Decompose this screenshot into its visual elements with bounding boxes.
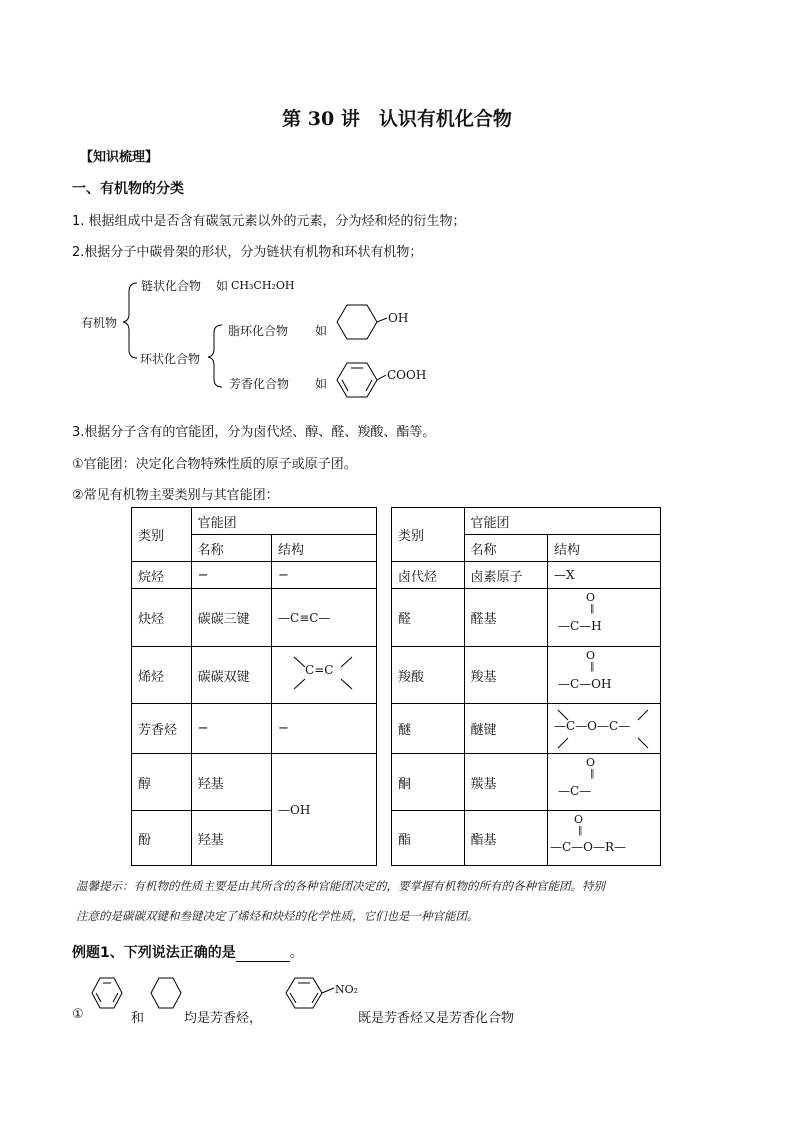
page-title: 第 30 讲 认识有机化合物 [282,108,512,130]
class-cell: 醇 [132,754,192,811]
aromatic-group: COOH [387,368,427,382]
name-cell: 羰基 [464,754,547,811]
class-cell: 炔烃 [132,589,192,647]
functional-group-table-right [391,507,661,866]
example-tail: 既是芳香烃又是芳香化合物 [358,1011,515,1026]
paragraph-5: ②常见有机物主要类别与其官能团： [72,488,279,503]
class-cell: 烷烃 [132,562,192,589]
ether-struct: —C—O—C— [554,719,631,733]
name-cell: 醛基 [464,589,547,647]
name-cell: 羟基 [191,811,271,866]
struct-cell: − [272,704,377,754]
struct-cell: —X [548,562,661,589]
class-cell: 酚 [132,811,192,866]
struct-cell-alkene [272,647,377,704]
aromatic-prefix: 如 [315,377,328,391]
struct-cell: —C≡C— [272,589,377,647]
class-cell: 醚 [392,704,465,754]
struct-text: —C— [558,784,592,798]
aromatic-claim: 均是芳香烃， [184,1011,263,1026]
paragraph-3: 3.根据分子含有的官能团，分为卤代烃、醇、醛、羧酸、酯等。 [72,425,436,440]
example-end: 。 [289,945,304,961]
alicyclic-prefix: 如 [315,324,328,338]
oxygen-label: O [574,813,584,826]
alicyclic-label: 脂环化合物 [228,324,289,338]
example-label: 例题1、下列说法正确的是 [72,945,236,961]
class-cell: 酮 [392,754,465,811]
header-class: 类别 [392,508,465,562]
paragraph-4: ①官能团：决定化合物特殊性质的原子或原子团。 [72,457,357,472]
struct-cell-carboxyl [548,647,661,704]
struct-cell-aldehyde [548,589,661,647]
section-tag: 【知识梳理】 [80,150,159,165]
header-group: 官能团 [464,508,660,535]
class-cell: 羧酸 [392,647,465,704]
class-cell: 卤代烃 [392,562,465,589]
class-cell: 烯烃 [132,647,192,704]
example-question [72,942,304,962]
tree-braces [0,0,794,420]
double-bond-mark: ‖ [590,769,595,779]
example-structures [0,960,794,1040]
struct-cell-carbonyl [548,754,661,811]
name-cell: − [191,704,271,754]
name-cell: 卤素原子 [464,562,547,589]
ring-label: 环状化合物 [140,352,201,366]
double-bond-mark: ‖ [590,662,595,672]
alicyclic-group: OH [388,311,409,325]
name-cell: − [191,562,271,589]
oxygen-label: O [586,649,596,662]
name-cell: 酯基 [464,811,547,866]
struct-cell: —OH [272,754,377,866]
class-cell: 酯 [392,811,465,866]
oxygen-label: O [586,591,596,604]
chain-label: 链状化合物 [141,279,202,293]
header-group: 官能团 [191,508,376,535]
name-cell: 醚键 [464,704,547,754]
name-cell: 碳碳双键 [191,647,271,704]
header-class: 类别 [132,508,192,562]
functional-group-table-left [131,507,377,866]
item-number: ① [72,1007,84,1022]
name-cell: 碳碳三键 [191,589,271,647]
header-name: 名称 [464,535,547,562]
name-cell: 羟基 [191,754,271,811]
chain-example-formula: CH₃CH₂OH [231,279,295,292]
name-cell: 羧基 [464,647,547,704]
nitro-group: NO₂ [335,983,359,996]
tip-line-2: 注意的是碳碳双键和叁键决定了烯烃和炔烃的化学性质，它们也是一种官能团。 [76,909,479,923]
header-name: 名称 [191,535,271,562]
struct-text: —C—OH [558,677,612,691]
class-cell: 醛 [392,589,465,647]
tree-root: 有机物 [81,316,118,330]
section-heading: 一、有机物的分类 [72,181,184,197]
paragraph-1: 1. 根据组成中是否含有碳氢元素以外的元素，分为烃和烃的衍生物； [72,214,466,229]
class-cell: 芳香烃 [132,704,192,754]
double-bond-mark: ‖ [590,604,595,614]
header-struct: 结构 [548,535,661,562]
struct-cell: − [272,562,377,589]
oxygen-label: O [586,756,596,769]
tip-line-1: 温馨提示：有机物的性质主要是由其所含的各种官能团决定的，要掌握有机物的所有的各种官能团。特别 [76,879,605,893]
struct-text: —C—H [558,619,602,633]
alkene-struct: C=C [305,663,334,677]
and-text: 和 [131,1011,145,1026]
chain-example-prefix: 如 [216,279,229,293]
header-struct: 结构 [272,535,377,562]
aromatic-label: 芳香化合物 [229,377,290,391]
paragraph-2: 2.根据分子中碳骨架的形状，分为链状有机物和环状有机物； [72,245,423,260]
double-bond-mark: ‖ [578,826,583,836]
struct-cell-ether [548,704,661,754]
struct-text: —C—O—R— [550,840,627,854]
struct-cell-ester [548,811,661,866]
